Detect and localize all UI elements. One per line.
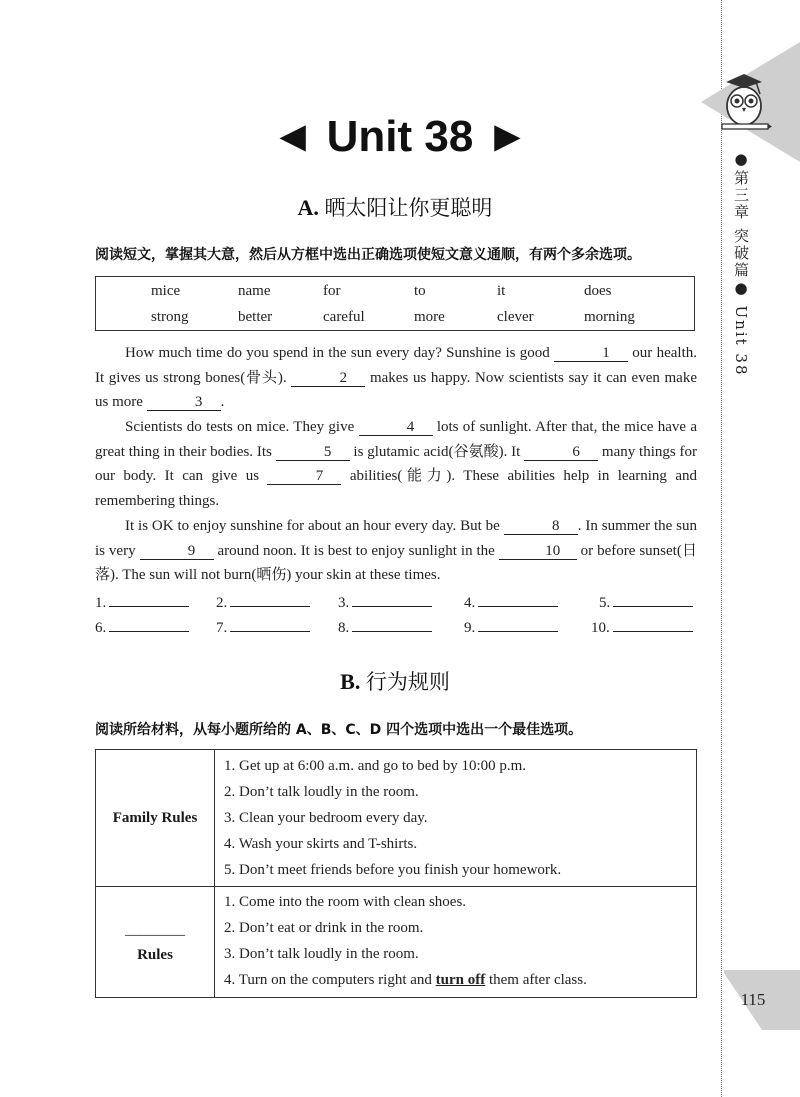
- word-box: [95, 276, 695, 331]
- passage-text: abilities(能力). These abilities help in learning and remembering things.: [95, 468, 697, 510]
- rule-text: them after class.: [485, 972, 587, 988]
- answer-label: 3.: [338, 595, 350, 611]
- section-b-title: [95, 666, 695, 696]
- answer-label: 1.: [95, 595, 107, 611]
- word-option: morning: [584, 309, 635, 325]
- answer-line[interactable]: [109, 617, 189, 632]
- section-b-heading: 行为规则: [365, 670, 450, 694]
- answer-label: 10.: [591, 620, 610, 636]
- answer-line[interactable]: [230, 592, 310, 607]
- word-option: for: [323, 283, 341, 299]
- blank-1: 1: [554, 345, 628, 362]
- passage-text: It is OK to enjoy sunshine for about an hour every day. But be: [125, 518, 504, 534]
- blank-3: 3: [147, 394, 221, 411]
- word-option: strong: [151, 309, 189, 325]
- section-b-instruction: 阅读所给材料，从每小题所给的 A、B、C、D 四个选项中选出一个最佳选项。: [95, 722, 583, 738]
- second-rules-label: Rules: [137, 947, 173, 963]
- answer-label: 9.: [464, 620, 476, 636]
- answer-slot[interactable]: [464, 617, 558, 637]
- answer-line[interactable]: [613, 592, 693, 607]
- passage-paragraph-2: [95, 415, 697, 514]
- word-option: clever: [497, 309, 534, 325]
- answer-slot[interactable]: [95, 592, 189, 612]
- family-rule-item: 1. Get up at 6:00 a.m. and go to bed by 10:00 p.m.: [224, 758, 527, 774]
- margin-dotted-line: [721, 0, 722, 1097]
- answer-label: 7.: [216, 620, 228, 636]
- passage-text: .: [220, 394, 225, 411]
- word-option: name: [238, 283, 271, 299]
- answer-slot[interactable]: [216, 617, 310, 637]
- passage-text: our health. It gives us strong bones(骨头).: [95, 345, 697, 386]
- answer-label: 5.: [599, 595, 611, 611]
- blank-8: 8: [504, 518, 578, 535]
- rule-text: 4. Turn on the computers right and: [224, 972, 436, 988]
- answer-label: 8.: [338, 620, 350, 636]
- passage-paragraph-3: [95, 514, 697, 588]
- answer-line[interactable]: [613, 617, 693, 632]
- rules-table: [95, 749, 697, 998]
- answer-slot[interactable]: [591, 617, 693, 637]
- passage-paragraph-1: [95, 341, 697, 415]
- passage-text: around noon. It is best to enjoy sunlight in the: [213, 542, 499, 559]
- family-rules-label: Family Rules: [112, 810, 198, 826]
- rule-emphasis: turn off: [435, 972, 486, 988]
- word-option: to: [414, 283, 426, 299]
- owl-mascot-icon: [716, 70, 772, 134]
- answer-line[interactable]: [352, 617, 432, 632]
- answer-slot[interactable]: [338, 617, 432, 637]
- passage-text: makes us happy. Now scientists say it can even make us more: [95, 369, 697, 411]
- answer-label: 4.: [464, 595, 476, 611]
- answer-line[interactable]: [478, 592, 558, 607]
- family-rule-item: 2. Don’t talk loudly in the room.: [224, 784, 419, 800]
- passage-text: lots of sunlight. After that, the mice have a great thing in their bodies. Its: [95, 419, 697, 460]
- section-a-title: [95, 192, 695, 222]
- answer-slot[interactable]: [338, 592, 432, 612]
- room-rule-item: [224, 972, 587, 989]
- word-option: does: [584, 283, 612, 299]
- answer-line[interactable]: [230, 617, 310, 632]
- passage-text: Scientists do tests on mice. They give: [125, 419, 359, 435]
- answer-line[interactable]: [109, 592, 189, 607]
- table-divider: [96, 886, 696, 887]
- answer-slot[interactable]: [216, 592, 310, 612]
- word-option: mice: [151, 283, 181, 299]
- answer-slot[interactable]: [464, 592, 558, 612]
- room-rule-item: 3. Don’t talk loudly in the room.: [224, 946, 419, 962]
- section-b-letter: B.: [340, 669, 361, 694]
- family-rule-item: 3. Clean your bedroom every day.: [224, 810, 428, 826]
- passage-text: is glutamic acid(谷氨酸). It: [349, 443, 525, 460]
- family-rule-item: 4. Wash your skirts and T-shirts.: [224, 836, 418, 852]
- answer-slot[interactable]: [95, 617, 189, 637]
- blank-6: 6: [524, 444, 598, 461]
- blank-4: 4: [359, 419, 433, 436]
- answer-line[interactable]: [352, 592, 432, 607]
- answer-line[interactable]: [478, 617, 558, 632]
- answer-label: 6.: [95, 620, 107, 636]
- blank-10: 10: [499, 543, 577, 560]
- word-option: better: [238, 309, 273, 325]
- section-a-instruction: 阅读短文，掌握其大意，然后从方框中选出正确选项使短文意义通顺，有两个多余选项。: [95, 247, 641, 263]
- answer-slot[interactable]: [599, 592, 693, 612]
- section-a-letter: A.: [297, 195, 319, 220]
- blank-2: 2: [291, 370, 365, 387]
- passage-text: How much time do you spend in the sun every day? Sunshine is good: [125, 345, 555, 361]
- section-a-heading: 晒太阳让你更聪明: [324, 196, 493, 220]
- page-number: 115: [740, 990, 766, 1009]
- blank-7: 7: [267, 468, 341, 485]
- word-option: more: [414, 309, 445, 325]
- word-option: careful: [323, 309, 365, 325]
- second-rules-blank: ________: [125, 922, 185, 938]
- side-chapter-label: ●第三章 突破篇● Unit 38: [732, 150, 750, 377]
- unit-title: ◄ Unit 38 ►: [270, 112, 530, 161]
- family-rule-item: 5. Don’t meet friends before you finish your homework.: [224, 862, 562, 878]
- passage-text: many things for our body. It can give us: [95, 443, 697, 485]
- room-rule-item: 1. Come into the room with clean shoes.: [224, 894, 467, 910]
- table-divider: [214, 750, 215, 997]
- room-rule-item: 2. Don’t eat or drink in the room.: [224, 920, 424, 936]
- blank-5: 5: [276, 444, 350, 461]
- passage-text: . In summer the sun is very: [95, 518, 697, 559]
- answer-label: 2.: [216, 595, 228, 611]
- blank-9: 9: [140, 543, 214, 560]
- passage-text: or before sunset(日落). The sun will not burn(晒伤) your skin at these times.: [95, 542, 697, 584]
- word-option: it: [497, 283, 506, 299]
